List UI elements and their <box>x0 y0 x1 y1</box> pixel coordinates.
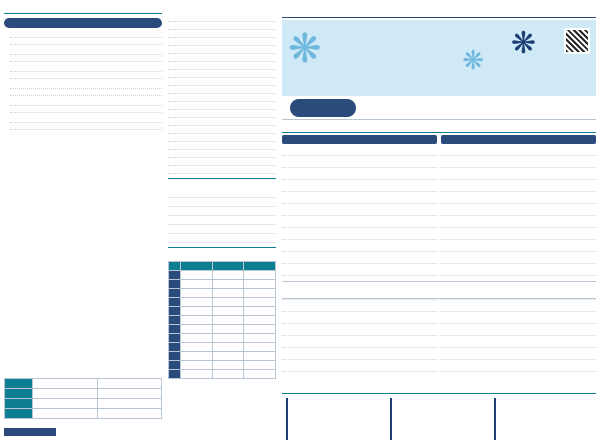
bank-row <box>168 236 276 243</box>
order-item <box>441 324 596 336</box>
notice-banner <box>4 18 162 28</box>
order-item <box>282 312 437 324</box>
duty-group <box>286 398 386 440</box>
order-item <box>282 156 437 168</box>
first-service-header <box>282 135 437 144</box>
staff-header <box>168 4 276 14</box>
order-item <box>441 360 596 372</box>
order-item <box>441 216 596 228</box>
church-brand <box>282 96 596 120</box>
notice-item <box>10 38 162 45</box>
order-item <box>441 240 596 252</box>
qr-code-icon <box>564 28 590 54</box>
second-service-order <box>441 135 596 391</box>
order-item <box>441 204 596 216</box>
weekly-schedule-table <box>168 261 276 379</box>
staff-row <box>168 144 276 150</box>
staff-row <box>168 112 276 118</box>
staff-row <box>168 32 276 38</box>
pinwheel-icon: ❋ <box>510 26 536 61</box>
order-item <box>282 144 437 156</box>
staff-row <box>168 24 276 30</box>
order-item <box>441 156 596 168</box>
order-item <box>282 192 437 204</box>
worship-title <box>282 122 596 133</box>
staff-column <box>168 4 276 436</box>
staff-row <box>168 48 276 54</box>
order-item <box>282 336 437 348</box>
pinwheel-icon: ❋ <box>288 26 322 72</box>
order-item <box>282 216 437 228</box>
order-item <box>441 336 596 348</box>
pinwheel-icon: ❋ <box>462 46 484 76</box>
service-duty-table <box>4 378 162 419</box>
service-duty-header <box>4 366 162 376</box>
church-news-header <box>4 4 162 14</box>
staff-row <box>168 96 276 102</box>
staff-row <box>168 136 276 142</box>
notice-item <box>10 82 162 89</box>
notice-item <box>10 123 162 130</box>
staff-row <box>168 64 276 70</box>
worship-order <box>282 133 596 391</box>
notice-item <box>10 106 162 113</box>
bank-header <box>168 179 276 189</box>
masthead <box>282 4 596 18</box>
notice-item <box>10 55 162 62</box>
staff-row <box>168 80 276 86</box>
order-item <box>282 252 437 264</box>
duty-group <box>390 398 490 440</box>
order-item <box>282 348 437 360</box>
cover-banner <box>282 20 596 96</box>
staff-row <box>168 72 276 78</box>
staff-row <box>168 40 276 46</box>
order-item <box>441 168 596 180</box>
next-week-duty <box>282 393 596 440</box>
staff-row <box>168 88 276 94</box>
duty-group <box>494 398 594 440</box>
church-logo <box>290 99 356 117</box>
order-item <box>441 144 596 156</box>
ministry-label <box>4 428 56 436</box>
staff-row <box>168 168 276 174</box>
staff-row <box>168 160 276 166</box>
staff-row <box>168 128 276 134</box>
notice-item <box>10 31 162 38</box>
order-item <box>282 300 437 312</box>
bank-row <box>168 227 276 234</box>
bank-row <box>168 209 276 216</box>
staff-row <box>168 120 276 126</box>
order-item <box>282 240 437 252</box>
order-item <box>441 348 596 360</box>
bank-row <box>168 218 276 225</box>
notice-item <box>10 116 162 123</box>
staff-row <box>168 16 276 22</box>
order-item <box>282 324 437 336</box>
order-item <box>282 204 437 216</box>
order-item <box>282 180 437 192</box>
first-service-order <box>282 135 437 391</box>
sermon-title <box>282 281 596 299</box>
order-item <box>282 168 437 180</box>
order-item <box>441 228 596 240</box>
order-item <box>441 264 596 276</box>
bank-row <box>168 191 276 198</box>
order-item <box>441 312 596 324</box>
notice-item <box>10 99 162 106</box>
notice-item <box>10 48 162 55</box>
order-item <box>441 180 596 192</box>
order-item <box>282 360 437 372</box>
staff-row <box>168 152 276 158</box>
second-service-header <box>441 135 596 144</box>
weekly-schedule-header <box>168 248 276 258</box>
notice-item <box>10 89 162 96</box>
staff-row <box>168 104 276 110</box>
church-news-column <box>4 4 162 436</box>
order-item <box>282 264 437 276</box>
order-item <box>441 300 596 312</box>
notice-item <box>10 65 162 72</box>
worship-order-column <box>282 4 596 436</box>
order-item <box>282 228 437 240</box>
notice-item <box>10 72 162 79</box>
order-item <box>441 192 596 204</box>
bank-row <box>168 200 276 207</box>
service-duty-section <box>4 366 162 419</box>
staff-row <box>168 56 276 62</box>
order-item <box>441 252 596 264</box>
